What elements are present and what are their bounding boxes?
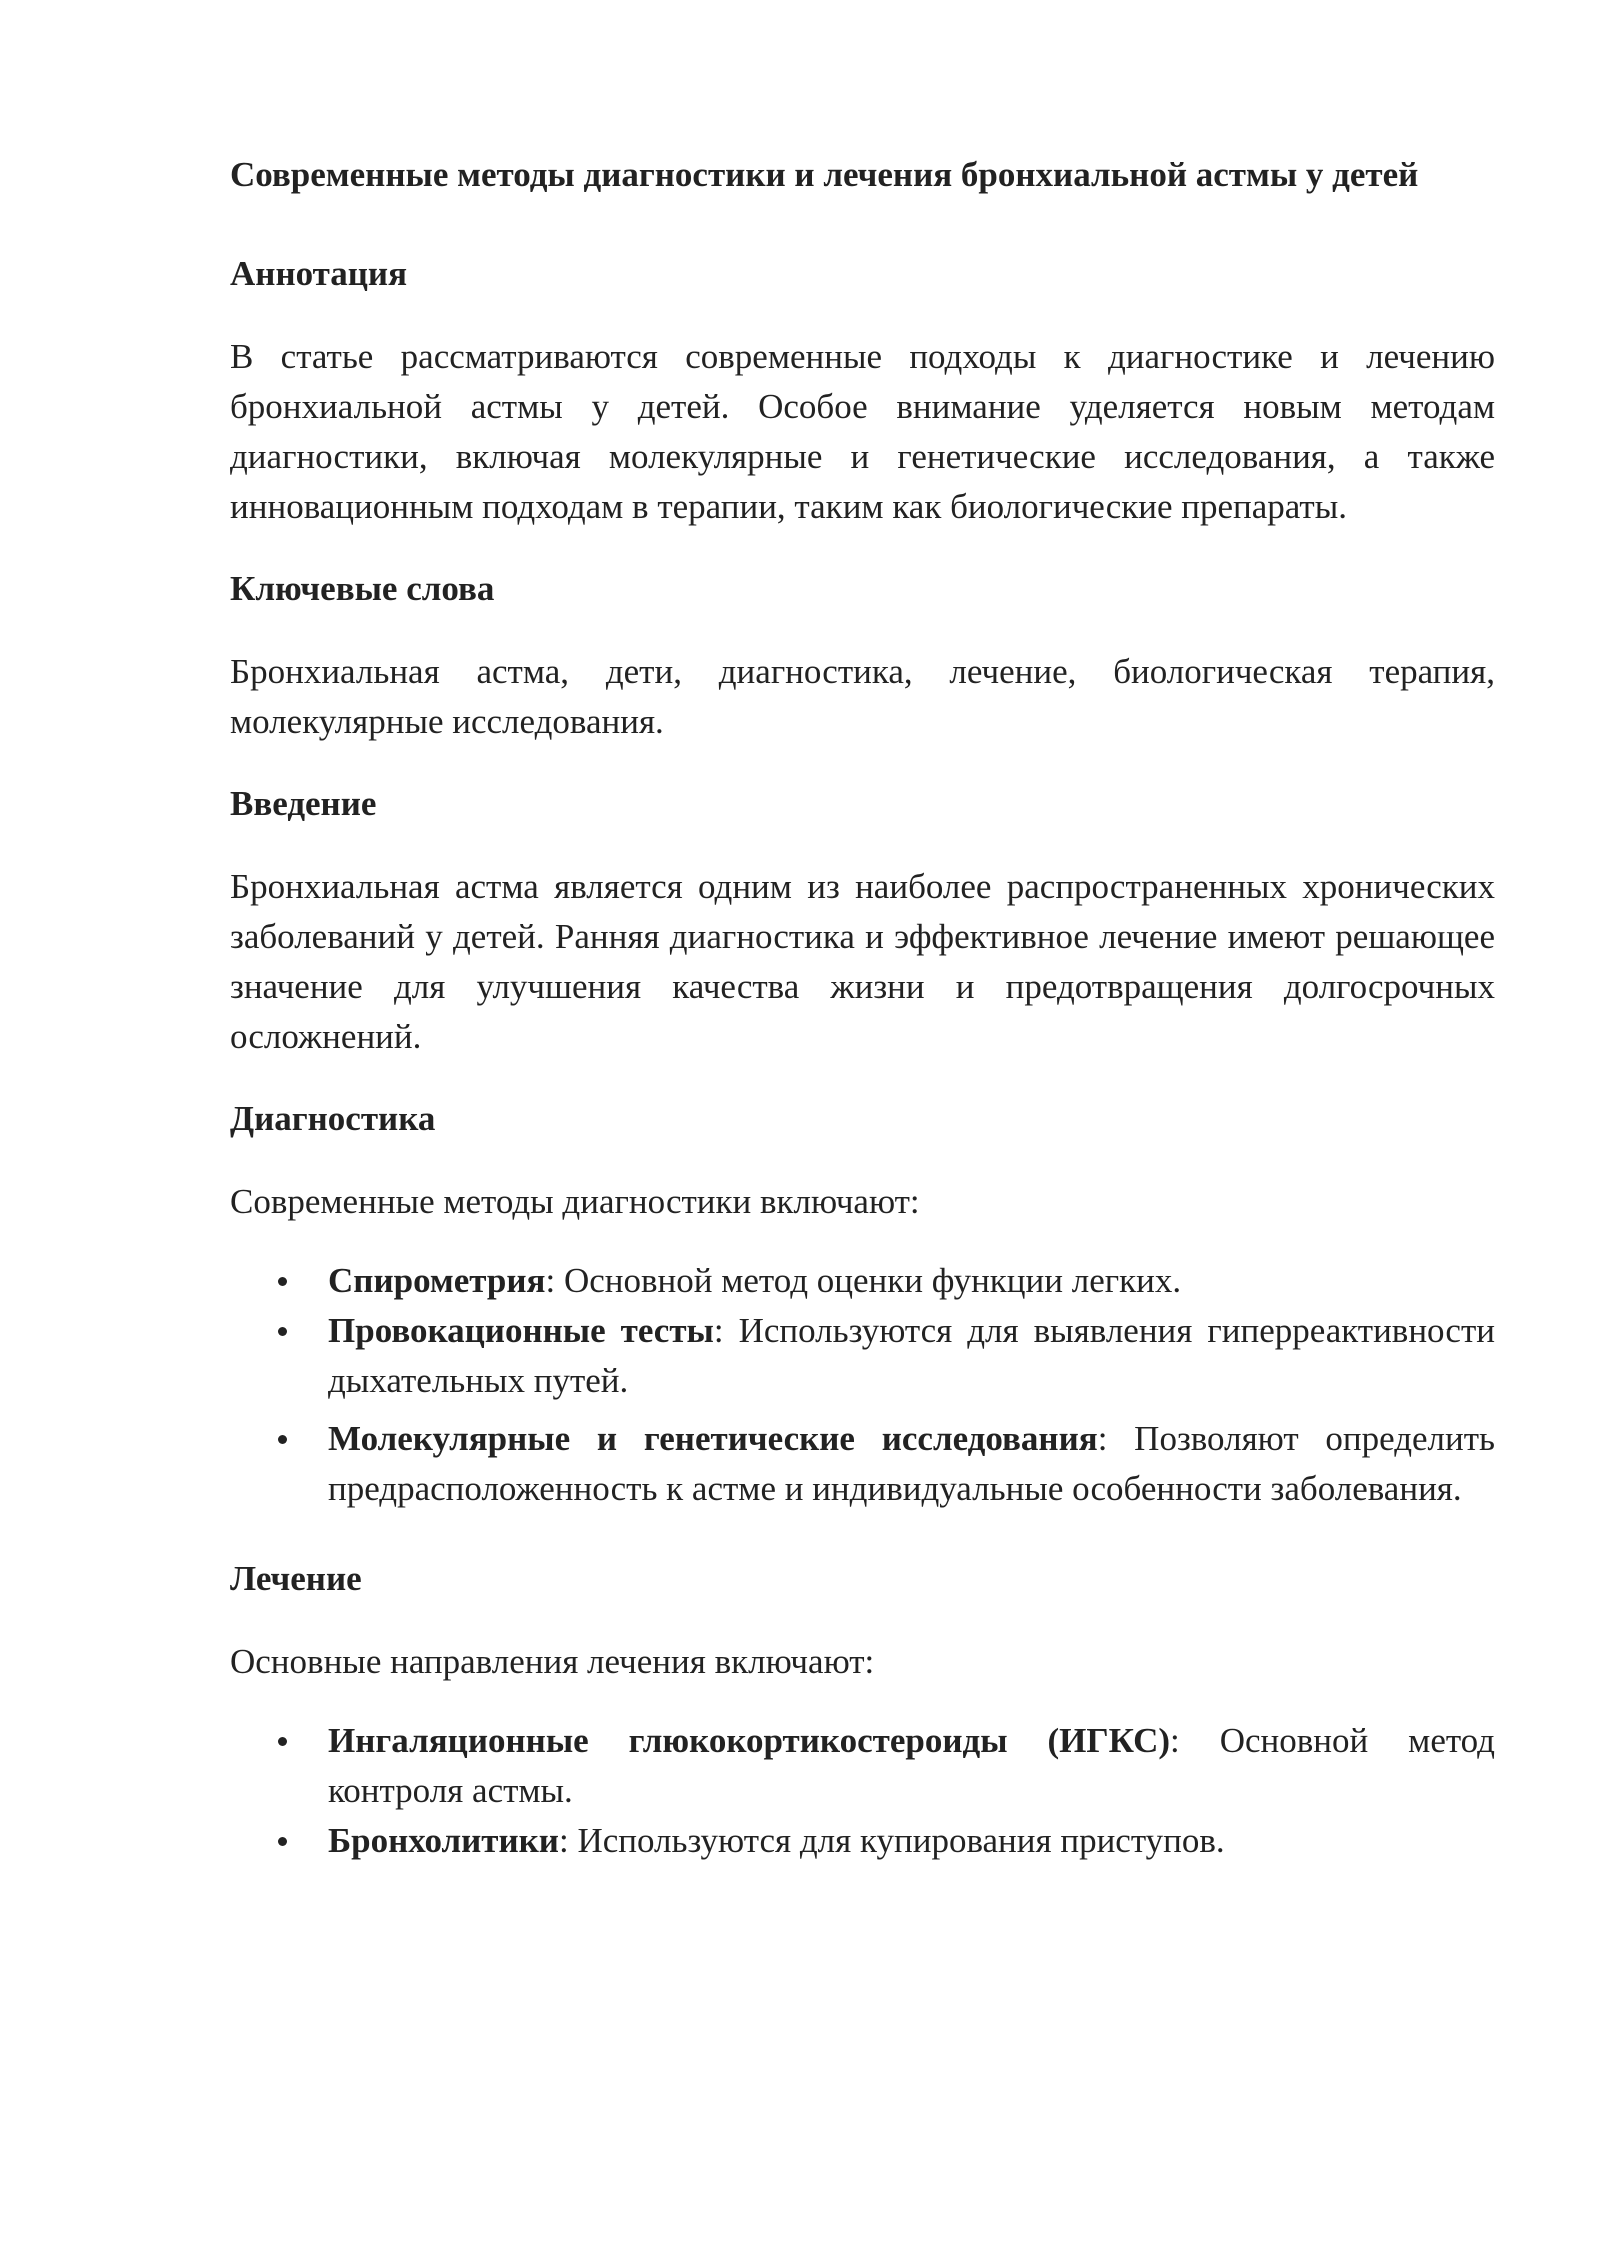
- bullet-icon: [278, 1737, 287, 1746]
- abstract-text: В статье рассматриваются современные подходы к диагностике и лечению бронхиальной астмы у детей. Особое внимание уделяется новым методам диагностики, включая молекулярные и генетические исследования, а также инновационным подходам в терапии, таким как биологические препараты.: [230, 337, 1495, 526]
- list-item-text: : Основной метод контроля астмы.: [328, 1721, 1495, 1810]
- diagnostics-heading: Диагностика: [230, 1099, 436, 1138]
- introduction-text: Бронхиальная астма является одним из наиболее распространенных хронических заболеваний у детей. Ранняя диагностика и эффективное лечение имеют решающее значение для улучшения качества жизни и предотвращения долгосрочных осложнений.: [230, 867, 1495, 1056]
- list-item-text: : Позволяют определить предрасположенность к астме и индивидуальные особенности заболевания.: [328, 1419, 1496, 1508]
- list-item: [230, 1716, 1495, 1816]
- bullet-icon: [278, 1435, 287, 1444]
- list-item: [230, 1256, 1495, 1306]
- abstract-heading: Аннотация: [230, 254, 408, 293]
- treatment-list: [230, 1716, 1495, 1866]
- keywords-heading: Ключевые слова: [230, 569, 495, 608]
- introduction-heading: Введение: [230, 784, 377, 823]
- list-item: [230, 1414, 1495, 1514]
- list-item-text: : Основной метод оценки функции легких.: [545, 1261, 1182, 1300]
- bullet-icon: [278, 1277, 287, 1286]
- list-item: [230, 1306, 1495, 1406]
- list-item-text: : Используются для купирования приступов.: [558, 1821, 1225, 1860]
- document-page: [230, 150, 1495, 1866]
- list-item-term: Ингаляционные глюкокортикостероиды (ИГКС): [328, 1721, 1171, 1760]
- diagnostics-intro: Современные методы диагностики включают:: [230, 1182, 920, 1221]
- list-item-term: Молекулярные и генетические исследования: [328, 1419, 1098, 1458]
- list-item-term: Провокационные тесты: [328, 1311, 714, 1350]
- treatment-heading: Лечение: [230, 1559, 362, 1598]
- treatment-intro: Основные направления лечения включают:: [230, 1642, 875, 1681]
- bullet-icon: [278, 1837, 287, 1846]
- document-title: Современные методы диагностики и лечения бронхиальной астмы у детей: [230, 155, 1419, 194]
- list-item-term: Спирометрия: [328, 1261, 546, 1300]
- list-item-term: Бронхолитики: [328, 1821, 559, 1860]
- bullet-icon: [278, 1327, 287, 1336]
- keywords-text: Бронхиальная астма, дети, диагностика, лечение, биологическая терапия, молекулярные исследования.: [230, 652, 1495, 741]
- diagnostics-list: [230, 1256, 1495, 1514]
- list-item-text: : Используются для выявления гиперреактивности дыхательных путей.: [328, 1311, 1495, 1400]
- list-item: [230, 1816, 1495, 1866]
